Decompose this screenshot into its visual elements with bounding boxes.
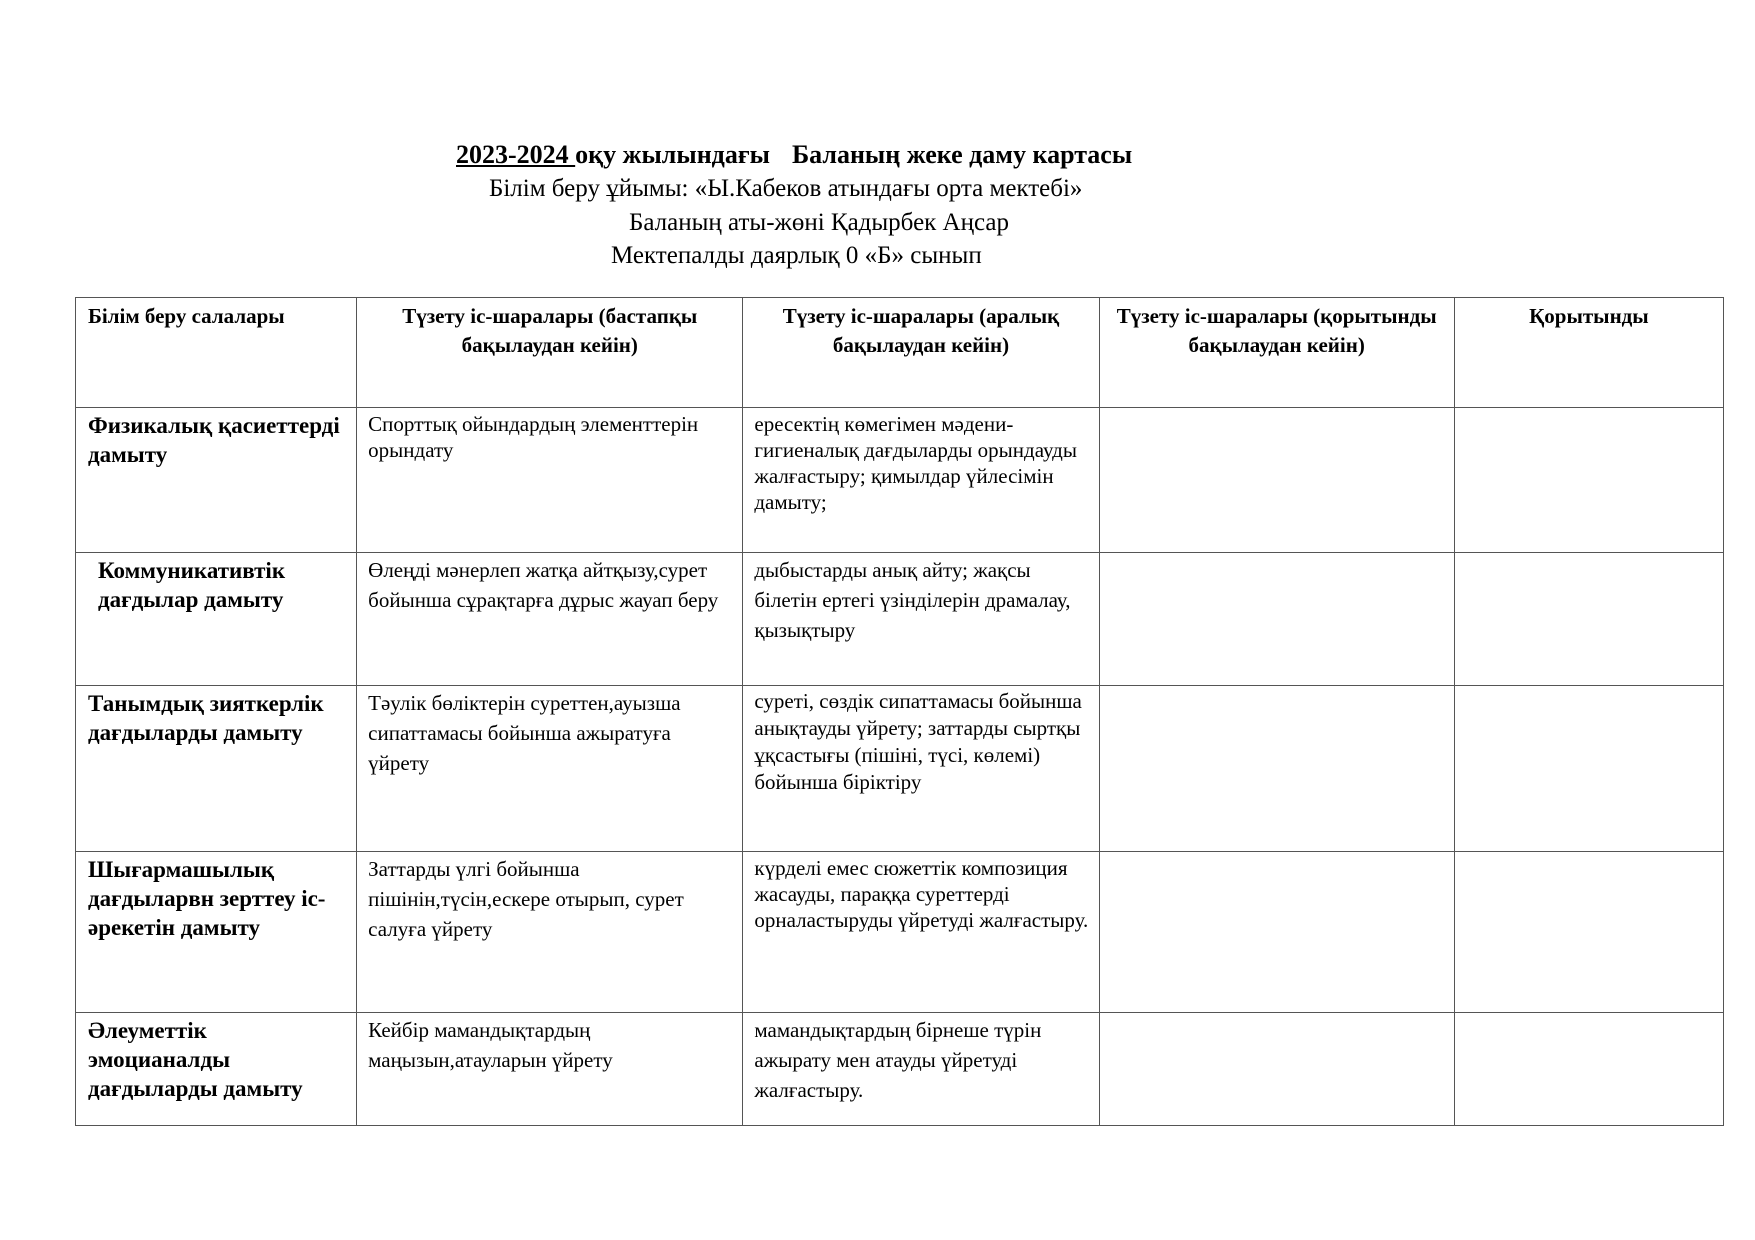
area-cell: Коммуникативтік дағдылар дамыту bbox=[76, 553, 357, 686]
table-row bbox=[76, 1013, 1724, 1126]
conclusion-cell bbox=[1454, 1013, 1723, 1126]
column-header-areas: Білім беру салалары bbox=[76, 298, 357, 408]
column-header-final: Түзету іс-шаралары (қорытынды бақылаудан кейін) bbox=[1099, 298, 1454, 408]
conclusion-cell bbox=[1454, 852, 1723, 1013]
initial-measures-cell: Кейбір мамандықтардың маңызын,атауларын үйрету bbox=[357, 1013, 743, 1126]
area-cell: Шығармашылық дағдыларвн зерттеу іс-әрекетін дамыту bbox=[76, 852, 357, 1013]
table-row bbox=[76, 686, 1724, 852]
initial-measures-cell: Спорттық ойындардың элементтерін орындату bbox=[357, 408, 743, 553]
table-row bbox=[76, 408, 1724, 553]
organization-line: Білім беру ұйымы: «Ы.Кабеков атындағы орта мектебі» bbox=[489, 175, 1083, 202]
development-map-table bbox=[75, 297, 1724, 1126]
intermediate-measures-cell: ересектің көмегімен мәдени-гигиеналық дағдыларды орындауды жалғастыру; қимылдар үйлесімін дамыту; bbox=[743, 408, 1099, 553]
initial-measures-cell: Өлеңді мәнерлеп жатқа айтқызу,сурет бойынша сұрақтарға дұрыс жауап беру bbox=[357, 553, 743, 686]
intermediate-measures-cell: дыбыстарды анық айту; жақсы білетін ертегі үзінділерін драмалау, қызықтыру bbox=[743, 553, 1099, 686]
area-cell: Әлеуметтік эмоцианалды дағдыларды дамыту bbox=[76, 1013, 357, 1126]
initial-measures-cell: Заттарды үлгі бойынша пішінін,түсін,ескере отырып, сурет салуға үйрету bbox=[357, 852, 743, 1013]
title-year-suffix: оқу жылындағы bbox=[575, 140, 770, 169]
column-header-initial: Түзету іс-шаралары (бастапқы бақылаудан кейін) bbox=[357, 298, 743, 408]
column-header-intermediate: Түзету іс-шаралары (аралық бақылаудан кейін) bbox=[743, 298, 1099, 408]
final-measures-cell bbox=[1099, 852, 1454, 1013]
conclusion-cell bbox=[1454, 686, 1723, 852]
conclusion-cell bbox=[1454, 553, 1723, 686]
child-name-line: Баланың аты-жөні Қадырбек Аңсар bbox=[629, 209, 1009, 236]
title-year: 2023-2024 bbox=[456, 140, 576, 169]
table-header-row bbox=[76, 298, 1724, 408]
table-row bbox=[76, 852, 1724, 1013]
final-measures-cell bbox=[1099, 408, 1454, 553]
class-line: Мектепалды даярлық 0 «Б» сынып bbox=[611, 242, 982, 269]
intermediate-measures-cell: суреті, сөздік сипаттамасы бойынша анықтауды үйрету; заттарды сыртқы ұқсастығы (пішіні, түсі, көлемі) бойынша біріктіру bbox=[743, 686, 1099, 852]
final-measures-cell bbox=[1099, 686, 1454, 852]
column-header-conclusion: Қорытынды bbox=[1454, 298, 1723, 408]
area-cell: Физикалық қасиеттерді дамыту bbox=[76, 408, 357, 553]
title-card-name: Баланың жеке даму картасы bbox=[791, 140, 1133, 169]
table-row bbox=[76, 553, 1724, 686]
intermediate-measures-cell: күрделі емес сюжеттік композиция жасауды, параққа суреттерді орналастыруды үйретуді жалғастыру. bbox=[743, 852, 1099, 1013]
final-measures-cell bbox=[1099, 553, 1454, 686]
area-cell: Танымдық зияткерлік дағдыларды дамыту bbox=[76, 686, 357, 852]
conclusion-cell bbox=[1454, 408, 1723, 553]
document-title bbox=[456, 140, 1132, 170]
initial-measures-cell: Тәулік бөліктерін суреттен,ауызша сипаттамасы бойынша ажыратуға үйрету bbox=[357, 686, 743, 852]
final-measures-cell bbox=[1099, 1013, 1454, 1126]
intermediate-measures-cell: мамандықтардың бірнеше түрін ажырату мен атауды үйретуді жалғастыру. bbox=[743, 1013, 1099, 1126]
